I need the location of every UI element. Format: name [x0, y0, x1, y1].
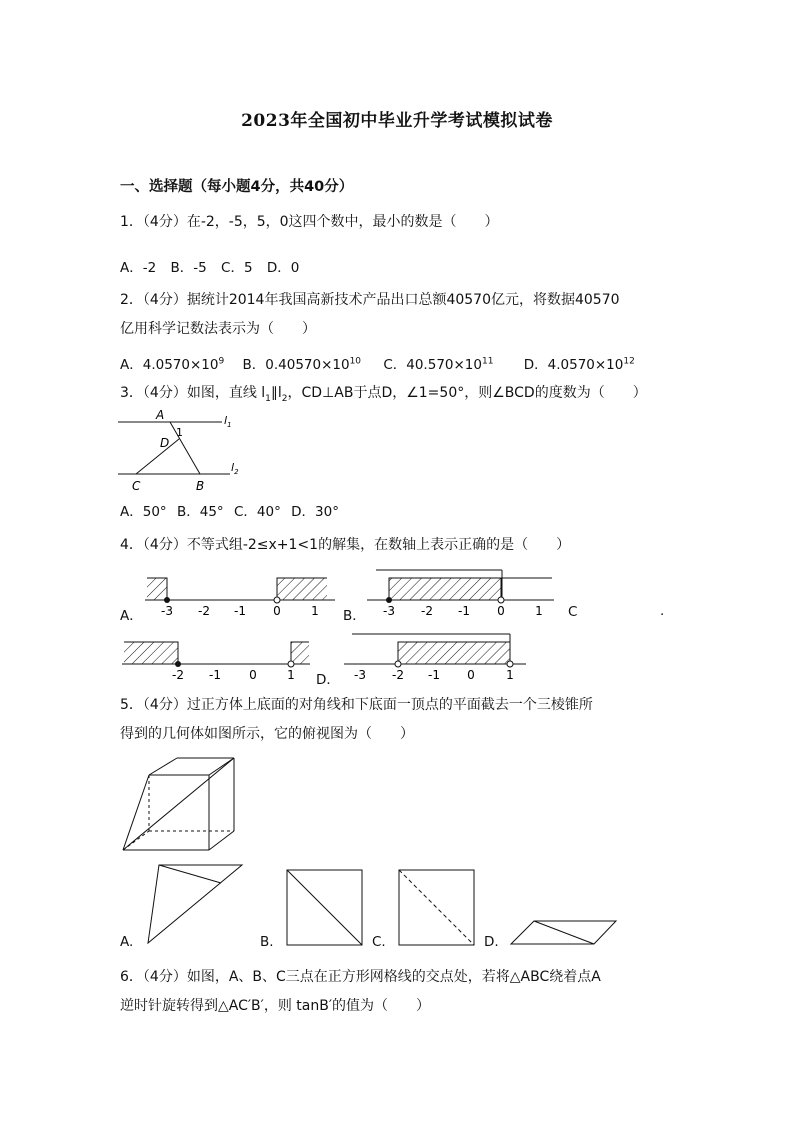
q5-option-b-figure — [285, 868, 365, 948]
q4-label-d[interactable]: D． — [316, 672, 340, 688]
q2-a-exp: 9 — [218, 356, 225, 367]
q6-stem-line1: 6．（4分）如图，A、B、C三点在正方形网格线的交点处，若将△ABC绕着点A — [120, 969, 601, 985]
q3-option-b[interactable]: B．45° — [176, 504, 224, 520]
q4-stem: 4．（4分）不等式组-2≤x+1<1的解集，在数轴上表示正确的是（ ） — [120, 537, 571, 553]
segment-ab — [170, 422, 200, 474]
q6-stem-line2: 逆时针旋转得到△AC′B′，则 tanB′的值为（ ） — [120, 998, 431, 1014]
q5-label-c[interactable]: C. — [372, 934, 386, 950]
q5-stem-line2: 得到的几何体如图所示，它的俯视图为（ ） — [120, 726, 414, 742]
q5-option-d-figure — [508, 918, 620, 948]
q1-stem: 1．（4分）在-2，-5，5，0这四个数中，最小的数是（ ） — [120, 214, 499, 230]
tick-b-3: 0 — [497, 604, 505, 618]
page-title: 2023年全国初中毕业升学考试模拟试卷 — [241, 111, 553, 131]
q1-options — [120, 256, 309, 276]
tick-b-0: -3 — [383, 604, 395, 618]
label-angle-1: 1 — [176, 426, 183, 439]
q4-numberline-c — [118, 638, 318, 684]
q5-label-d[interactable]: D. — [484, 934, 499, 950]
label-l2-sub: 2 — [234, 468, 239, 476]
q5-label-a[interactable]: A. — [120, 934, 134, 950]
label-l1-letter: l — [224, 414, 228, 427]
label-a: A — [156, 408, 165, 422]
q4-label-a[interactable]: A． — [120, 608, 143, 624]
q5-label-b[interactable]: B. — [260, 934, 274, 950]
label-b: B — [196, 479, 205, 493]
q2-option-d[interactable] — [524, 357, 635, 373]
tick-c-0: -2 — [172, 668, 184, 682]
tick-c-3: 1 — [287, 668, 295, 682]
q2-d-base: D．4.0570×10 — [523, 357, 624, 373]
tick-d-2: -1 — [428, 668, 440, 682]
tick-b-4: 1 — [535, 604, 543, 618]
q2-stem-line1: 2．（4分）据统计2014年我国高新技术产品出口总额40570亿元，将数据40570 — [120, 292, 620, 308]
q1-option-c[interactable]: C．5 — [221, 260, 253, 276]
tick-a-1: -2 — [198, 604, 210, 618]
label-l2-letter: l — [231, 461, 235, 474]
q4-numberline-d — [340, 630, 540, 684]
q3-option-c[interactable]: C．40° — [233, 504, 281, 520]
q4-label-b[interactable]: B． — [343, 608, 366, 624]
segment-cd — [136, 439, 179, 474]
q2-c-exp: 11 — [481, 356, 494, 367]
tick-d-4: 1 — [506, 668, 514, 682]
label-l1 — [224, 414, 232, 429]
q3-stem-c: ，CD⊥AB于点D，∠1=50°，则∠BCD的度数为（ ） — [287, 385, 647, 401]
tick-a-0: -3 — [161, 604, 173, 618]
q1-option-a[interactable]: A．-2 — [120, 260, 157, 276]
q2-option-c[interactable] — [383, 357, 493, 373]
q5-option-a-figure — [144, 863, 248, 947]
q2-b-base: B．0.40570×10 — [242, 357, 350, 373]
q3-option-a[interactable]: A．50° — [120, 504, 167, 520]
label-l1-sub: 1 — [227, 421, 232, 429]
q5-option-c-figure — [397, 868, 477, 948]
q2-c-base: C．40.570×10 — [383, 357, 482, 373]
q3-stem-a: 3．（4分）如图，直线 l — [120, 385, 266, 401]
q2-stem-line2: 亿用科学记数法表示为（ ） — [120, 321, 316, 337]
q3-stem-b: ∥l — [270, 385, 282, 401]
q2-option-b[interactable] — [243, 357, 362, 373]
q5-stem-line1: 5．（4分）过正方体上底面的对角线和下底面一顶点的平面截去一个三棱锥所 — [120, 697, 593, 713]
q4-label-c[interactable]: C — [568, 604, 578, 620]
tick-d-0: -3 — [354, 668, 366, 682]
tick-a-3: 0 — [273, 604, 281, 618]
q2-a-base: A．4.0570×10 — [120, 357, 219, 373]
q2-b-exp: 10 — [349, 356, 362, 367]
q1-option-b[interactable]: B．-5 — [170, 260, 207, 276]
q2-option-a[interactable] — [120, 357, 224, 373]
tick-d-1: -2 — [392, 668, 404, 682]
tick-c-2: 0 — [249, 668, 257, 682]
label-l2 — [231, 461, 239, 476]
q1-option-d[interactable]: D．0 — [266, 260, 300, 276]
q4-numberline-b — [362, 568, 562, 620]
q3-sub2: 2 — [281, 393, 288, 404]
q4-label-dot: . — [660, 603, 665, 619]
tick-a-4: 1 — [311, 604, 319, 618]
q3-options — [120, 500, 349, 520]
tick-b-2: -1 — [458, 604, 470, 618]
section-heading: 一、选择题（每小题4分，共40分） — [120, 179, 354, 195]
tick-a-2: -1 — [234, 604, 246, 618]
q5-solid-figure — [118, 755, 244, 855]
q3-figure — [112, 404, 252, 494]
q3-sub1: 1 — [265, 393, 271, 404]
label-c: C — [132, 479, 141, 493]
q3-option-d[interactable]: D．30° — [291, 504, 339, 520]
label-d: D — [160, 436, 170, 450]
tick-c-1: -1 — [209, 668, 221, 682]
tick-b-1: -2 — [421, 604, 433, 618]
q2-options — [120, 353, 645, 373]
tick-d-3: 0 — [467, 668, 475, 682]
q2-d-exp: 12 — [623, 356, 635, 367]
q4-numberline-a — [140, 574, 340, 620]
